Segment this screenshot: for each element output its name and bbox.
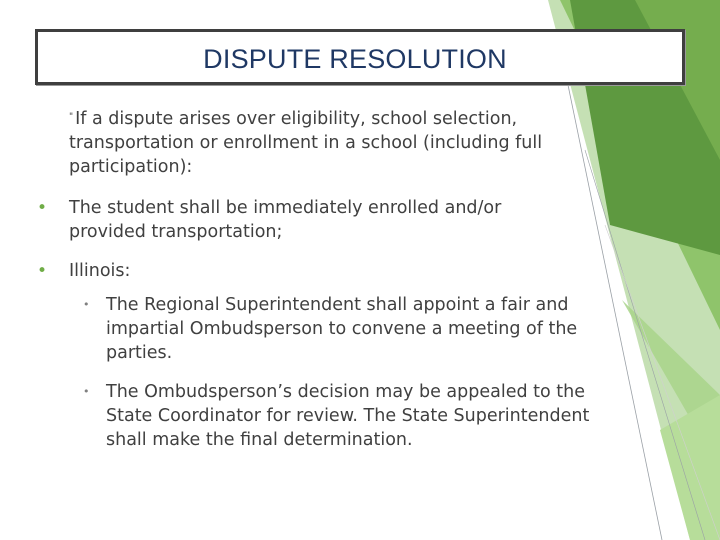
sub-bullet-marker: • (83, 298, 90, 311)
intro-text: If a dispute arises over eligibility, school selection, transportation or enrollment in a school (including full participation): (69, 109, 543, 177)
bullet-marker: • (37, 198, 48, 218)
sub-list-item-text: The Ombudsperson’s decision may be appealed to the State Coordinator for review. The State Superintendent shall make the final determination. (106, 382, 590, 450)
page-title: DISPUTE RESOLUTION (203, 44, 507, 74)
list-item-text: The student shall be immediately enrolled and/or provided transportation; (69, 198, 502, 242)
sub-bullet-marker: • (83, 385, 90, 398)
sub-list-item-text: The Regional Superintendent shall appoint a fair and impartial Ombudsperson to convene a meeting of the parties. (106, 295, 578, 363)
bullet-marker: • (37, 261, 48, 281)
intro-quote-mark: " (69, 112, 74, 122)
list-item-text: Illinois: (69, 261, 131, 281)
intro-paragraph (69, 107, 589, 179)
